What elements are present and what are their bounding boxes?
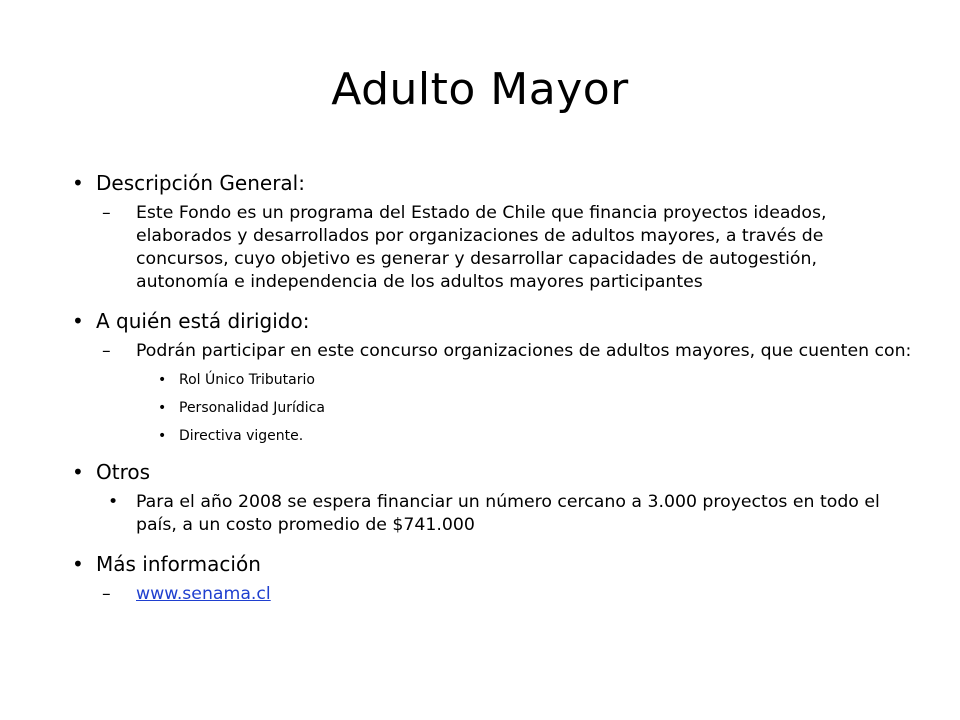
- text-otros: Para el año 2008 se espera financiar un número cercano a 3.000 proyectos en todo el país, a un costo promedio de $741.000: [136, 492, 880, 535]
- requisito-label: Rol Único Tributario: [179, 372, 315, 388]
- dash-icon: –: [102, 203, 111, 223]
- heading-descripcion: Descripción General:: [96, 171, 305, 195]
- sub-item-descripcion: [72, 202, 912, 294]
- bullet-icon: •: [72, 552, 84, 576]
- dash-icon: –: [102, 584, 111, 604]
- heading-otros: Otros: [96, 460, 151, 484]
- bullet-icon: •: [108, 492, 119, 512]
- heading-info: Más información: [96, 552, 261, 576]
- sub-item-otros: [72, 491, 912, 537]
- bullet-dirigido: [72, 308, 912, 334]
- sub-item-dirigido: [72, 340, 912, 363]
- slide-content: [72, 170, 912, 606]
- bullet-icon: •: [72, 171, 84, 195]
- bullet-icon: •: [72, 460, 84, 484]
- bullet-icon: •: [158, 400, 167, 416]
- bullet-icon: •: [72, 309, 84, 333]
- sub-item-info: [72, 583, 912, 606]
- list-item-requisito: [72, 427, 912, 445]
- dash-icon: –: [102, 341, 111, 361]
- requisito-label: Directiva vigente.: [179, 428, 304, 444]
- slide-title: Adulto Mayor: [331, 64, 629, 115]
- list-item-requisito: [72, 399, 912, 417]
- heading-dirigido: A quién está dirigido:: [96, 309, 310, 333]
- bullet-descripcion: [72, 170, 912, 196]
- text-descripcion: Este Fondo es un programa del Estado de Chile que financia proyectos ideados, elaborados y desarrollados por organizaciones de adultos mayores, a través de concursos, cuyo objetivo es generar y desarrollar capacidades de autogestión, autonomía e independencia de los adultos mayores participantes: [136, 203, 827, 292]
- text-dirigido: Podrán participar en este concurso organizaciones de adultos mayores, que cuenten con:: [136, 341, 912, 361]
- bullet-icon: •: [158, 372, 167, 388]
- bullet-info: [72, 551, 912, 577]
- senama-link[interactable]: www.senama.cl: [136, 584, 271, 604]
- requisito-label: Personalidad Jurídica: [179, 400, 325, 416]
- list-item-requisito: [72, 371, 912, 389]
- bullet-otros: [72, 459, 912, 485]
- bullet-icon: •: [158, 428, 167, 444]
